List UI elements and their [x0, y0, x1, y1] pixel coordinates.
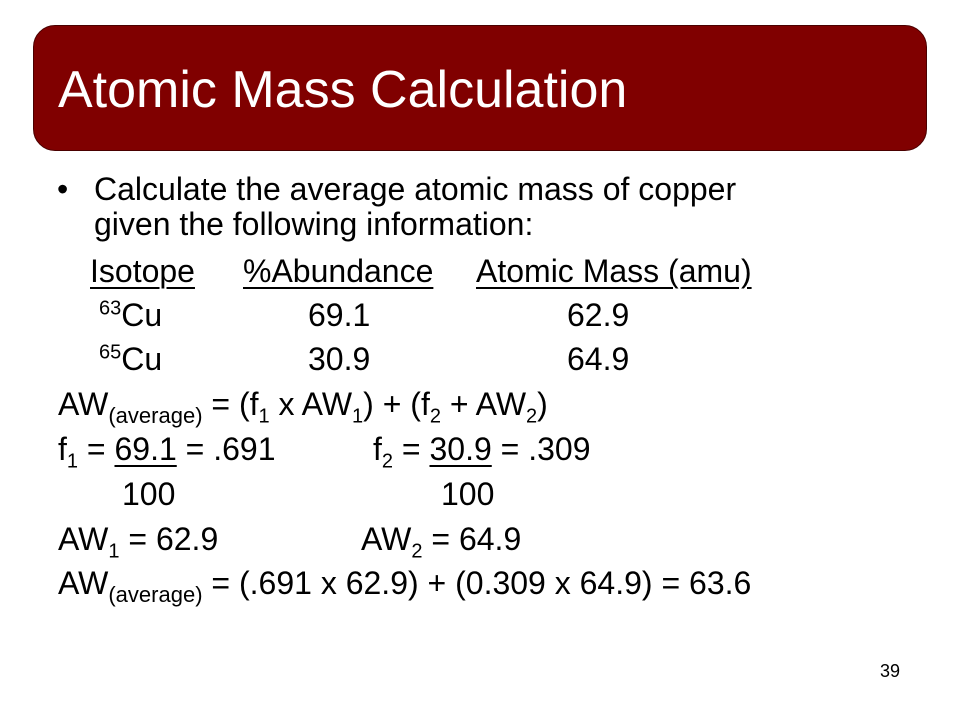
mass-cu65: 64.9: [567, 341, 630, 377]
f1-denominator: 100: [122, 476, 176, 512]
f2-denominator: 100: [441, 476, 495, 512]
fraction-f1: $f_1 = 69.1 = .691$: [58, 431, 276, 473]
slide-title: Atomic Mass Calculation: [58, 61, 628, 119]
bullet-dot: •: [57, 171, 69, 207]
page-number: 39: [880, 661, 901, 681]
f2-numerator: 30.9: [429, 431, 492, 467]
intro-line-2: given the following information:: [94, 206, 534, 242]
f1-numerator: 69.1: [114, 431, 177, 467]
aw1-line: $AW_1 = 62.9$: [58, 521, 219, 563]
fraction-f2: $f_2 = 30.9 = .309$: [373, 431, 591, 473]
general-formula: $AW_{(average)} = (f_1$ x $AW_1) + (f_2 + AW_2)$: [58, 386, 548, 428]
header-isotope: Isotope: [90, 253, 195, 289]
mass-number: 65: [99, 341, 122, 364]
mass-number: 63: [99, 297, 122, 320]
isotope-cu65: [99, 341, 162, 377]
element-symbol: Cu: [121, 297, 163, 333]
abundance-cu63: 69.1: [308, 297, 371, 333]
aw2-line: $AW_2 = 64.9$: [361, 521, 522, 563]
header-atomic-mass: Atomic Mass (amu): [476, 253, 752, 289]
intro-line-1: Calculate the average atomic mass of copper: [94, 171, 737, 207]
result-formula: $AW_{(average)} = (.691$ x 62.9) + (0.309 x 64.9) = 63.6: [58, 565, 752, 607]
element-symbol: Cu: [121, 341, 163, 377]
header-abundance: %Abundance: [243, 253, 434, 289]
abundance-cu65: 30.9: [308, 341, 371, 377]
isotope-cu63: [99, 297, 162, 333]
mass-cu63: 62.9: [567, 297, 630, 333]
